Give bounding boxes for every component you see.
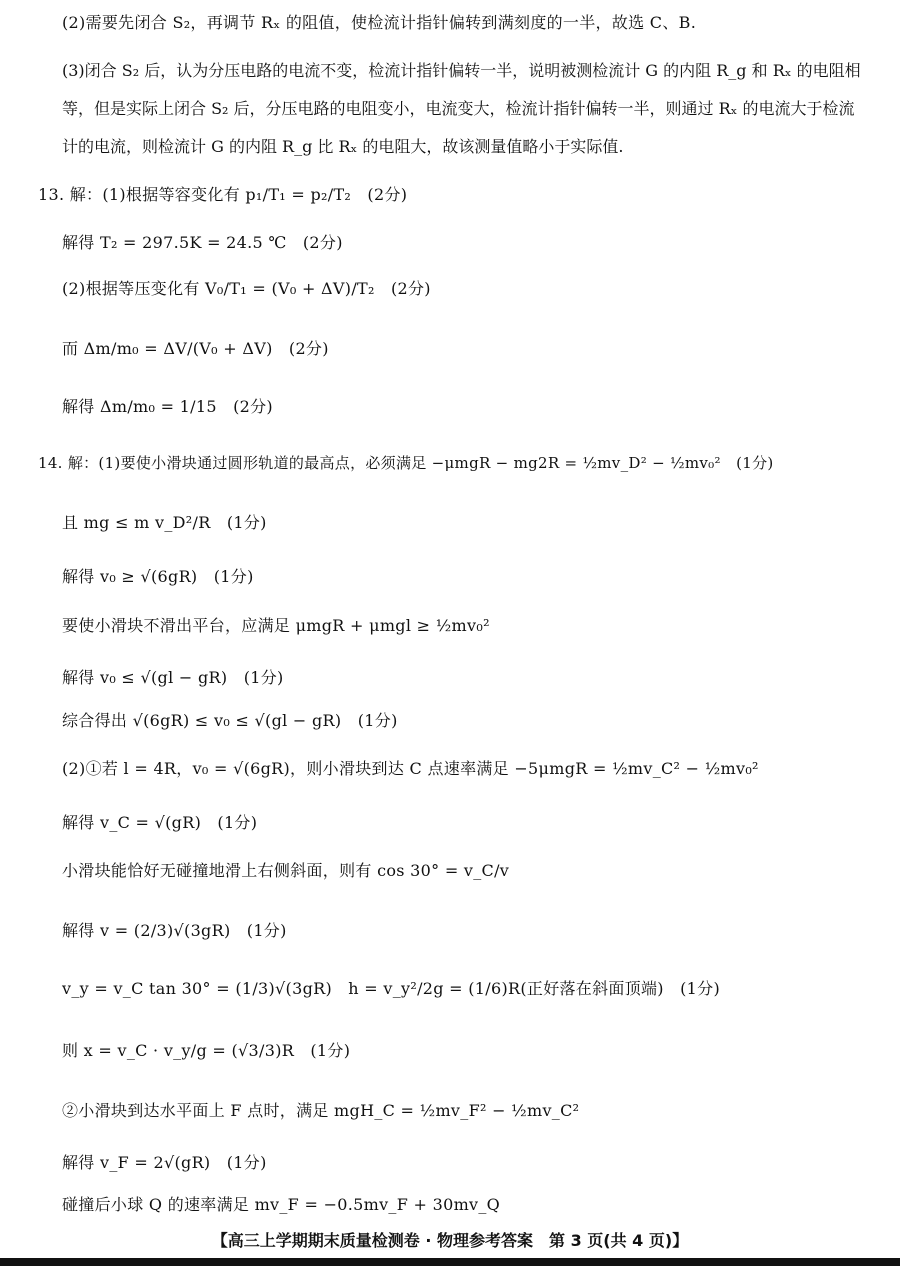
bottom-divider <box>0 1258 900 1266</box>
text-line: 解得 v₀ ≥ √(6gR) (1分) <box>62 567 254 586</box>
text-line: 碰撞后小球 Q 的速率满足 mv_F = −0.5mv_F + 30mv_Q <box>62 1195 501 1214</box>
text-line: 则 x = v_C · v_y/g = (√3/3)R (1分) <box>62 1041 351 1060</box>
text-line: 解得 v = (2/3)√(3gR) (1分) <box>62 921 287 940</box>
text-line: v_y = v_C tan 30° = (1/3)√(3gR) h = v_y²/2g = (1/6)R(正好落在斜面顶端) (1分) <box>62 979 720 998</box>
question-13-line: 13. 解：(1)根据等容变化有 p₁/T₁ = p₂/T₂ (2分) <box>38 185 408 204</box>
question-14-line: 14. 解：(1)要使小滑块通过圆形轨道的最高点，必须满足 −μmgR − mg2R = ½mv_D² − ½mv₀² (1分) <box>38 454 774 472</box>
text-line: (2)根据等压变化有 V₀/T₁ = (V₀ + ΔV)/T₂ (2分) <box>62 279 431 298</box>
text-paragraph: (3)闭合 S₂ 后，认为分压电路的电流不变，检流计指针偏转一半，说明被测检流计 G 的内阻 R_g 和 Rₓ 的电阻相等，但是实际上闭合 S₂ 后，分压电路的电阻变小，电流变大，检流计指针偏转一半，则通过 Rₓ 的电流大于检流计的电流，则检流计 G 的内阻 R_g 比 Rₓ 的电阻大，故该测量值略小于实际值. <box>62 61 861 156</box>
text-line: 而 Δm/m₀ = ΔV/(V₀ + ΔV) (2分) <box>62 339 329 358</box>
text-line: 综合得出 √(6gR) ≤ v₀ ≤ √(gl − gR) (1分) <box>62 711 398 730</box>
text-line: ②小滑块到达水平面上 F 点时，满足 mgH_C = ½mv_F² − ½mv_C² <box>62 1101 580 1120</box>
text-line: (2)①若 l = 4R，v₀ = √(6gR)，则小滑块到达 C 点速率满足 −5μmgR = ½mv_C² − ½mv₀² <box>62 759 759 778</box>
text-line: 解得 v_C = √(gR) (1分) <box>62 813 258 832</box>
text-line: 且 mg ≤ m v_D²/R (1分) <box>62 513 267 532</box>
text-line: 小滑块能恰好无碰撞地滑上右侧斜面，则有 cos 30° = v_C/v <box>62 861 510 880</box>
text-line: 解得 v_F = 2√(gR) (1分) <box>62 1153 267 1172</box>
text-line: (2)需要先闭合 S₂，再调节 Rₓ 的阻值，使检流计指针偏转到满刻度的一半，故选 C、B. <box>62 13 697 32</box>
text-line: 要使小滑块不滑出平台，应满足 μmgR + μmgl ≥ ½mv₀² <box>62 616 490 635</box>
text-line: 解得 v₀ ≤ √(gl − gR) (1分) <box>62 668 284 687</box>
page-footer: 【高三上学期期末质量检测卷 · 物理参考答案 第 3 页(共 4 页)】 <box>211 1231 689 1250</box>
text-line: 解得 T₂ = 297.5K = 24.5 ℃ (2分) <box>62 233 343 252</box>
text-line: 解得 Δm/m₀ = 1/15 (2分) <box>62 397 273 416</box>
